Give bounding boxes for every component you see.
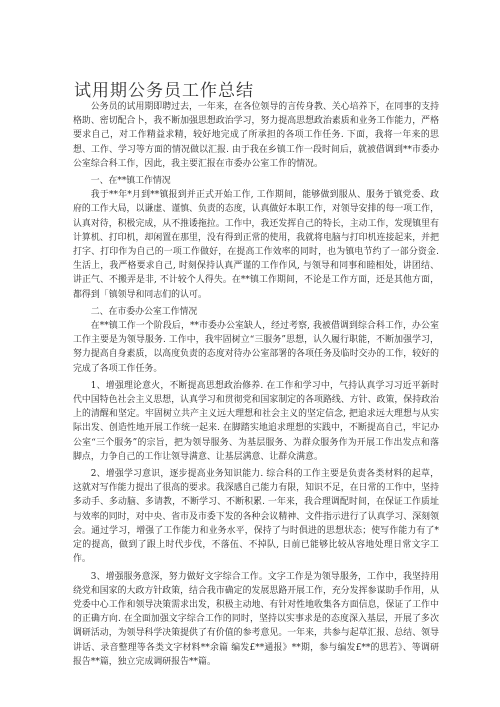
document-body bbox=[73, 100, 439, 672]
paragraph-point-1: 1、增强理论意火，不断提高思想政治修养. 在工作和学习中，气持认真学习习近平新时代中国特色社会主义思想，认真学习和贯彻党和国家制定的各项路线、方针、政策，保持政治上的清醒和坚定。牢固树立共产主义远大理想和社会主义的坚定信念, 把追求远大理想与从实际出发、创造性地开展工作统一起来. 在脚踏实地追求理想的实践中，不断提高自己，牢记办公室“三个服务”的宗旨，把为领导服务、为基层服务、为群众服务作为开展工作出发点和落脚点，力争自己的工作让领导满意、让基层满意、让群众满意。 bbox=[73, 380, 439, 462]
paragraph-point-3: 3、增强服务意深，努力做好文字综合工作。文字工作是为领导服务，工作中，我坚持用绕党和国家的大政方针政策，结合我市确定的发展思路开展工作，充分发挥参谋助手作用，从党委中心工作和领导决策需求出发，积极主动地、有针对性地收集各方面信息，保证了工作中的正确方向. 在全面加强文字综合工作的同时，坚持以实事求是的态度深入基层，开展了多次调研活动，为领导科学决策提供了有价值的参考意见。一年来，共参与起草汇报、总结、领导讲话、录音整理等各类文字材料**余篇 编发£**通报》**期，参与编发£**的思若》、等调研报告**篇，独立完成调研报告**篇。 bbox=[73, 571, 439, 667]
paragraph-office-work: 在**镇工作一个阶段后，**市委办公室缺人，经过考察, 我被借调到综合科工作，办公室工作主要是为领导服务. 工作中，我牢固树立“三服务”思想，认久履行职能，不断加强学习，努力提高自身素质，以高度负责的态度对待办公室部署的各项任务及临时交办的工作，较好的完成了各项工作任务。 bbox=[73, 321, 439, 374]
document-title: 试用期公务员工作总结 bbox=[74, 81, 254, 101]
section-heading-1: 一、在**镇工作情况 bbox=[90, 176, 171, 187]
section-heading-2: 二、在市委办公室工作情况 bbox=[90, 306, 198, 317]
paragraph-intro: 公务员的试用期即聘过去，一年来，在各位领导的言传身教、关心培养下，在同事的支持格助、密切配合卜，我不断加强思想政治学习，努力提高思想政治素质和业务工作能力，严格要求自己，对工作精益求精，较好地完成了所承担的各项工作任务. 下面，我将一年来的思想、工作、学习等方面的情况做以汇报. 由于我在乡镇工作一段时间后，就被借调到**市委办公室综合科工作，因此，我主要汇报在市委办公室工作的情况。 bbox=[73, 102, 439, 169]
paragraph-point-2: 2、增强学习意识，逐步提高业务知识能力. 综合科的工作主要是负责各类材料的起草，这就对写作能力提出了很高的要求。我深感自己能力有限，知识不足，在日常的工作中，坚持多动手、多动脑、多请教，不断学习、不断积累. 一年来，我合理调配时间，在保证工作质址与效率的同时，对中央、省市及市委下发的各种会议精神、文件指示进行了认真学习、深刻领会。通过学习，增强了工作能力和业务水平，保持了与时俱进的思想状态；使写作能力有了*定的提高，做到了跟上时代步伐，不落伍、不掉队, 日前已能够比较从容地处理日常文字工作。 bbox=[73, 469, 439, 565]
paragraph-town-work: 我于**年*月到**镇报到并正式开始工作, 工作期间，能够做到服从、服务于镇党委、政府的工作大局，以谦虚、谨慎、负责的态度，认真做好本职工作，对领导安排的每一项工作，认真对待，积极完成，从不推诿拖拉。工作中，我还发挥自己的特长，主动工作，发现镇里有计算机、打印机，却闲置在那里，没有得到正常的使用，我就将电脑与打印机连接起来，并把打字、打印作为自己的一项工作做好，在提高工作效率的同时，也为镇电节约了一部分资金. 生活上，我严格要求自己, 时刻保持认真严谨的工作作风, 与领导和同事和睦相处，讲团结、讲正气、不搬弄是非, 不计较个人得失。在**镇工作期间，不论是工作方面，还是其他方面，都得到「镇领导和同志们的认可。 bbox=[73, 190, 439, 300]
